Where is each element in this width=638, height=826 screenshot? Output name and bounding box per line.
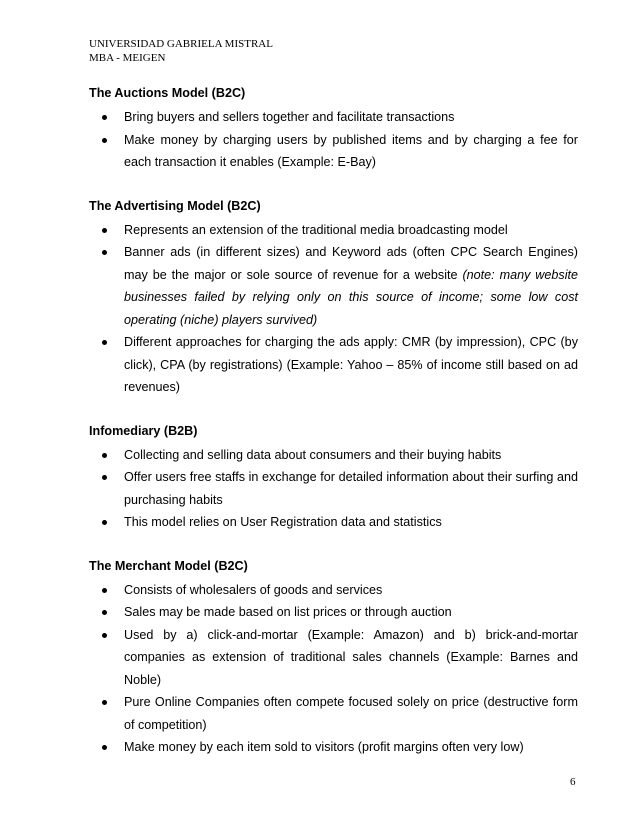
- list-item: Bring buyers and sellers together and facilitate transactions: [89, 106, 578, 129]
- list-item: Make money by each item sold to visitors (profit margins often very low): [89, 736, 578, 759]
- bullet-icon: [102, 228, 107, 233]
- bullet-list: [89, 106, 578, 174]
- list-item: This model relies on User Registration data and statistics: [89, 511, 578, 534]
- bullet-icon: [102, 610, 107, 615]
- bullet-list: [89, 579, 578, 759]
- list-item: Different approaches for charging the ads apply: CMR (by impression), CPC (by click), CPA (by registrations) (Example: Yahoo – 85% of income still based on ad revenues): [89, 331, 578, 399]
- bullet-icon: [102, 115, 107, 120]
- bullet-icon: [102, 700, 107, 705]
- page-number: 6: [570, 776, 576, 788]
- list-item: Make money by charging users by published items and by charging a fee for each transaction it enables (Example: E-Bay): [89, 129, 578, 174]
- section-auctions: [89, 84, 578, 174]
- list-item: Banner ads (in different sizes) and Keyword ads (often CPC Search Engines) may be the major or sole source of revenue for a website (note: many website businesses failed by relying only on this source of income; some low cost operating (niche) players survived): [89, 241, 578, 331]
- list-item: Pure Online Companies often compete focused solely on price (destructive form of competition): [89, 691, 578, 736]
- bullet-icon: [102, 250, 107, 255]
- list-item: Sales may be made based on list prices or through auction: [89, 601, 578, 624]
- section-title: The Advertising Model (B2C): [89, 198, 261, 213]
- bullet-icon: [102, 588, 107, 593]
- header-university: UNIVERSIDAD GABRIELA MISTRAL: [89, 38, 273, 50]
- bullet-icon: [102, 745, 107, 750]
- section-infomediary: [89, 422, 578, 534]
- page-content: [89, 84, 578, 782]
- section-advertising: [89, 197, 578, 399]
- bullet-list: [89, 219, 578, 399]
- bullet-list: [89, 444, 578, 534]
- bullet-icon: [102, 138, 107, 143]
- section-title: The Auctions Model (B2C): [89, 86, 246, 100]
- list-item: Represents an extension of the traditional media broadcasting model: [89, 219, 578, 242]
- bullet-icon: [102, 340, 107, 345]
- bullet-icon: [102, 453, 107, 458]
- italic-note: (note: many website businesses failed by relying only on this source of income; some low cost operating (niche) players survived): [124, 267, 579, 327]
- bullet-icon: [102, 633, 107, 638]
- bullet-icon: [102, 475, 107, 480]
- section-merchant: [89, 557, 578, 759]
- page-header: [89, 37, 273, 65]
- list-item: Consists of wholesalers of goods and services: [89, 579, 578, 602]
- list-item: Used by a) click-and-mortar (Example: Amazon) and b) brick-and-mortar companies as extension of traditional sales channels (Example: Barnes and Noble): [89, 624, 578, 692]
- header-program: MBA - MEIGEN: [89, 52, 166, 64]
- list-item: Collecting and selling data about consumers and their buying habits: [89, 444, 578, 467]
- section-title: The Merchant Model (B2C): [89, 558, 248, 573]
- list-item: Offer users free staffs in exchange for detailed information about their surfing and purchasing habits: [89, 466, 578, 511]
- bullet-icon: [102, 520, 107, 525]
- section-title: Infomediary (B2B): [89, 423, 198, 438]
